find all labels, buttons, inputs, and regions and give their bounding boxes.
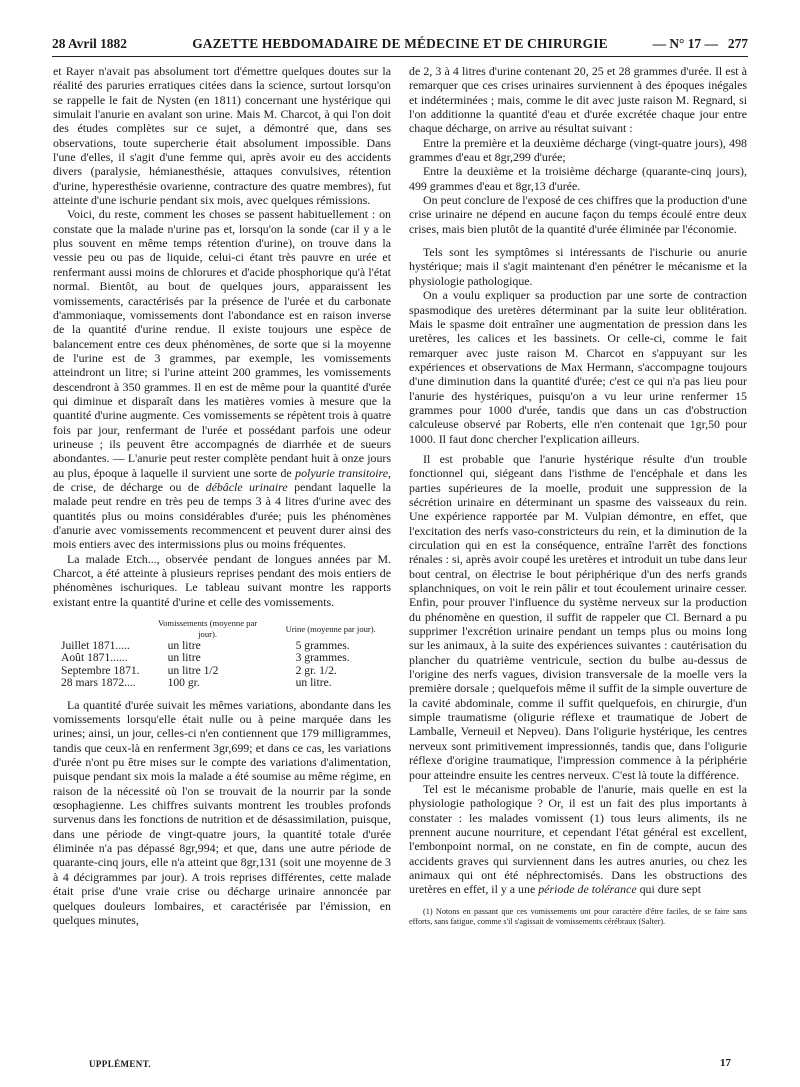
running-header [52,30,748,57]
header-date: 28 Avril 1882 [52,36,127,51]
paragraph: Entre la première et la deuxième décharge (vingt-quatre jours), 498 grammes d'eau et 8gr,299 d'urée; [409,135,747,165]
vomissements-urine-table [61,618,386,690]
paragraph: Il est probable que l'anurie hystérique résulte d'un trouble fonctionnel qui, siégeant dans l'isthme de l'encéphale et dans les parties supérieures de la moelle, produit une suppression de la sécrétion urinaire en déterminant un spasme des vaisseaux du rein. Une expérience rapportée par M. Vulpian démontre, en effet, que l'excitation des nerfs vaso-constricteurs du rein, et la diminution de la circulation qui en est la conséquence, entraîne l'arrêt des fonctions rénales : si, après avoir coupé les uretères et introduit un tube dans leur bout central, on électrise le bout périphérique d'un des nerfs grands splanchniques, on voit le rein pâlir et tout écoulement urinaire cesser. Enfin, pour prouver l'influence du système nerveux sur la production du phénomène en question, il suffit de rappeler que Cl. Bernard a pu supprimer l'excrétion urinaire pendant un temps plus ou moins long sur les animaux, à la suite des expériences suivantes : cautérisation du plancher du quatrième ventricule, section du bulbe au-dessus de l'origine des nerfs vagues, division transversale de la moelle vers la première dorsale ; quelquefois même il suffit de la simple ouverture de la cavité abdominale, comme il suffit quelquefois, en chirurgie, d'un simple traumatisme (oligurie réflexe et traumatique de Jobert de Lamballe, Verneuil et Nepveu). Dans l'oligurie hystérique, les centres nerveux sont primitivement impressionnés, tandis que, dans l'oligurie réflexe d'origine traumatique, l'impression commence à la périphérie pour atteindre ensuite les centres nerveux. C'est là toute la différence. [409,451,747,782]
paragraph: Tel est le mécanisme probable de l'anurie, mais quelle en est la physiologie pathologique ? Or, il est un fait des plus importants à constater : les malades vomissent (1) tous leurs aliments, ils ne prennent aucune nourriture, et cependant l'état général est excellent, l'embonpoint normal, on ne constate, en fin de compte, aucun des accidents graves qui surviennent dans les autres anuries, ou chez les animaux qui ont été néphrectomisés. Dans les obstructions des uretères en effet, il y a une période de tolérance qui dure sept [409,781,747,897]
footnote: (1) Notons en passant que ces vomissements ont pour caractère d'être faciles, de se faire sans efforts, sans fatigue, comme s'il s'agissait de vomissements cérébraux (Salter). [409,906,747,927]
paragraph: La malade Etch..., observée pendant de longues années par M. Charcot, a été atteinte à plusieurs reprises pendant des mois entiers de phénomènes ischuriques. Le tableau suivant montre les rapports existant entre la quantité d'urine et celle des vomissements. [53,551,391,609]
left-column [53,64,391,927]
table-header: Urine (moyenne par jour). [285,623,376,634]
paragraph: et Rayer n'avait pas absolument tort d'émettre quelques doutes sur la réalité des paruries erratiques citées dans la science, surtout lorsqu'on se rappelle le fait de Nysten (en 1811) concernant une hystérique qui simulait l'anurie en avalant son urine. Mais M. Charcot, à qui l'on doit des études complètes sur ce sujet, a démontré que, dans ses observations, toute supercherie était absolument impossible. Dans l'une d'elles, il s'agit d'une femme qui, après avoir eu des accidents divers (paralysie, hémianesthésie, attaques convulsives, rétention d'urine, hyperesthésie ovarienne, contracture des quatre membres), fut atteinte d'une ischurie pendant six mois, avec quelques rémissions. [53,64,391,208]
header-issue-page [653,36,748,52]
table-header: Vomissements (moyenne par jour). [158,618,258,640]
emphasis: débâcle urinaire [205,479,288,494]
paragraph: de 2, 3 à 4 litres d'urine contenant 20, 25 et 28 grammes d'urée. Il est à remarquer que ces crises urinaires surviennent à des époques inégales et indéterminées ; mais, comme le dit avec juste raison M. Regnard, si l'on additionne la quantité d'eau et d'urée excrétée chaque jour entre chaque décharge, on arrive au résultat suivant : [409,64,747,136]
table-row: 28 mars 1872.... 100 gr. un litre. [61,676,332,690]
paragraph: Tels sont les symptômes si intéressants de l'ischurie ou anurie hystérique; mais il s'agit maintenant d'en pénétrer le mécanisme et la physiologie pathologique. [409,245,747,288]
paragraph: Entre la deuxième et la troisième décharge (quarante-cinq jours), 499 grammes d'eau et 8gr,13 d'urée. [409,164,747,193]
emphasis: période de tolérance [538,882,637,897]
paragraph: On peut conclure de l'exposé de ces chiffres que la production d'une crise urinaire ne dépend en aucune façon du temps écoulé entre deux crises, mais bien plutôt de la quantité d'urée éliminée par l'économie. [409,193,747,236]
paragraph: Voici, du reste, comment les choses se passent habituellement : on constate que la malade n'urine pas et, lorsqu'on la sonde (car il y a le plus souvent en même temps rétention d'urine), on trouve dans la vessie peu ou pas de liquide, celui-ci étant très pauvre en urée et renfermant aussi moins de chlorures et d'acide phosphorique qu'à l'état normal. Bientôt, au bout de quelques jours, apparaissent les vomissements, caractérisés par la présence de l'urée et du carbonate d'ammoniaque, vomissements dont l'abondance est en raison inverse de la quantité d'urine rendue. Il existe toujours une espèce de balancement entre ces deux phénomènes, de sorte que si la moyenne de l'urine est de 3 grammes, par exemple, les vomissements atteindront un litre; si l'urine atteint 200 grammes, les vomissements descendront à 350 grammes. Il en est de même pour la quantité d'urée qui diminue et disparaît dans les matières vomies à mesure que la quantité d'urine augmente. Ces vomissements se répètent trois à quatre fois par jour, renfermant de l'urée et possédant parfois une odeur urineuse ; ils peuvent être accompagnés de diarrhée et de sueurs abondantes. — L'anurie peut rester complète pendant huit à onze jours au plus, époque à laquelle il survient une sorte de polyurie transitoire, de crise, de décharge ou de débâcle urinaire pendant laquelle la malade peut rendre en très peu de temps 3 à 4 litres d'urine avec des quantités plus ou moins considérables d'urée; puis les phénomènes d'anurie avec vomissements recommencent et peuvent durer ainsi des mois entiers avec des intermissions plus ou moins fréquentes. [53,207,391,552]
header-page-number: 277 [727,36,748,51]
footer-sheet-number: 17 [720,1057,731,1069]
emphasis: polyurie transitoire [295,465,388,480]
table-row: Août 1871...... un litre 3 grammes. [61,651,350,665]
header-journal-title: GAZETTE HEBDOMADAIRE DE MÉDECINE ET DE CHIRURGIE [192,36,608,51]
paragraph: On a voulu expliquer sa production par une sorte de contraction spasmodique des uretères déterminant par la suite leur oblitération. Mais le spasme doit entraîner une augmentation de pression dans les uretères, les calices et les bassinets. Or celle-ci, comme le fait remarquer avec juste raison M. Charcot en s'appuyant sur les expériences et observations de Max Hermann, s'accompagne toujours d'une diminution dans la quantité d'urée; c'est ce qui n'a pas lieu pour l'anurie des hystériques, puisqu'on a vu leur urine renfermer 15 grammes pour 1000 d'urée, tandis que dans un cas d'obstruction calculeuse observé par Roberts, elle n'en contenait que 1gr,50 pour 1000. Il faut donc chercher l'explication ailleurs. [409,288,747,446]
footer-supplement-label: UPPLÉMENT. [89,1059,152,1069]
right-column [409,64,747,928]
table-row: Septembre 1871. un litre 1/2 2 gr. 1/2. [61,663,337,677]
table-row: Juillet 1871..... un litre 5 grammes. [61,639,350,653]
header-issue: — N° 17 — [652,36,718,51]
paragraph: La quantité d'urée suivait les mêmes variations, abondante dans les vomissements lorsqu'elle était nulle ou à peine marquée dans les urines; ainsi, un jour, celles-ci n'en contiennent que 179 milligrammes, tandis que ceux-là en renferment 3gr,699; et dans ce cas, les variations d'urée n'ont pu être mises sur le compte des variations d'alimentation, puisque pendant six mois la malade a été soumise au même régime, en raison de la nécessité où l'on se trouvait de la nourrir par la sonde œsophagienne. Les chiffres suivants montrent les troubles profonds survenus dans les fonctions de nutrition et de désassimilation, puisque, dans une période de vingt-quatre jours, la quantité totale d'urée éliminée n'a pas dépassé 8gr,994; et que, dans une autre période de quarante-cinq jours, elle n'a atteint que 8gr,131 (soit une moyenne de 3 à 4 décigrammes par jour). A trois reprises différentes, cette malade était prise d'une vraie crise ou décharge urinaire annoncée par quelques douleurs lombaires, et caractérisée par l'émission, en quelques minutes, [53,697,391,927]
